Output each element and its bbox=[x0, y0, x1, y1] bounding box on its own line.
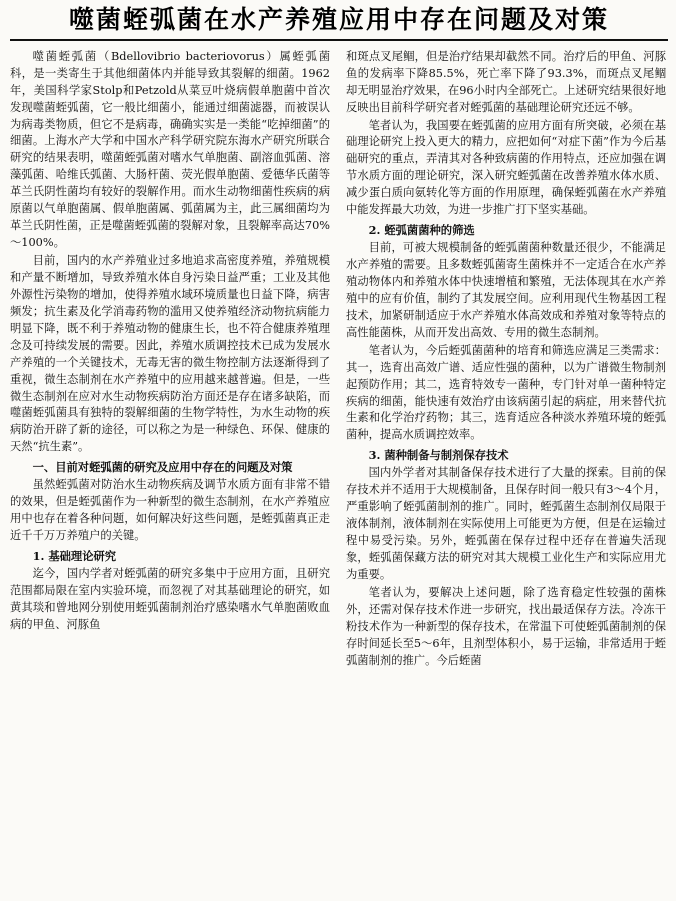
paragraph: 噬菌蛭弧菌（Bdellovibrio bacteriovorus）属蛭弧菌科，是一类寄生于其他细菌体内并能导致其裂解的细菌。1962年，美国科学家Stolp和Petzold从菜豆叶烧病假单胞菌中首次发现噬菌蛭弧菌，它一般比细菌小，能通过细菌滤器，而被误认为病毒类物质，但它不是病毒，确确实实是一类能“吃掉细菌”的细菌。上海水产大学和中国水产科学研究院东海水产研究所联合研究的结果表明，噬菌蛭弧菌对嗜水气单胞菌、副溶血弧菌、溶藻弧菌、哈维氏弧菌、大肠杆菌、荧光假单胞菌、爱德华氏菌等革兰氏阴性菌均有较好的裂解作用。而水生动物细菌性疾病的病原菌以气单胞菌属、假单胞菌属、弧菌属为主，此三属细菌均为革兰氏阴性菌，正是噬菌蛭弧菌的裂解对象，且裂解率高达70%～100%。 bbox=[10, 49, 330, 250]
paragraph: 目前，国内的水产养殖业过多地追求高密度养殖，养殖规模和产量不断增加，导致养殖水体自身污染日益严重；工业及其他外源性污染物的增加，使得养殖水域环境质量也日益下降，病害频发；抗生素及化学消毒药物的滥用又使养殖经济动物抗病能力明显下降，既不利于养殖动物的健康生长，也不符合健康养殖理念及可持续发展的需要。因此，养殖水质调控技术已成为发展水产养殖的一个关键技术，无毒无害的微生物控制方法逐渐得到了重视，微生态制剂在水产养殖中的应用越来越普遍。但是，一些微生态制剂在应对水生动物疾病防治方面还是存在诸多缺陷，而噬菌蛭弧菌具有独特的裂解细菌的生物学特性，为水生动物的疾病防治开辟了新的途径，可以称之为是一种绿色、环保、健康的天然“抗生素”。 bbox=[10, 254, 330, 454]
title-block bbox=[10, 6, 668, 41]
right-column bbox=[346, 49, 666, 894]
paragraph: 国内外学者对其制备保存技术进行了大量的探索。目前的保存技术并不适用于大规模制备，且保存时间一般只有3～4个月，严重影响了蛭弧菌制剂的推广。同时，蛭弧菌生态制剂仅局限于液体制剂，液体制剂在实际使用上可能更为方便，但是在运输过程中易受污染。另外，蛭弧菌在保存过程中还存在普遍失活现象，蛭弧菌保藏方法的研究对其大规模工业化生产和实际应用尤为重要。 bbox=[346, 466, 666, 581]
subsection-heading-3: 3. 菌种制备与制剂保存技术 bbox=[368, 448, 509, 463]
paragraph: 目前，可被大规模制备的蛭弧菌菌种数量还很少，不能满足水产养殖的需要。且多数蛭弧菌寄生菌株并不一定适合在水产养殖动物体内和养殖水体中快速增植和繁殖，无法体现其在水产养殖中的应有价值，制约了其发展空间。应利用现代生物基因工程技术，加紧研制适应于水产养殖水体高效成和养殖对象等特点的高性能菌株，从而开发出高效、专用的微生态制剂。 bbox=[346, 241, 666, 339]
section-heading-1: 一、目前对蛭弧菌的研究及应用中存在的问题及对策 bbox=[32, 460, 293, 475]
left-column bbox=[10, 49, 330, 894]
columns-container bbox=[10, 49, 668, 894]
subsection-heading-2: 2. 蛭弧菌菌种的筛选 bbox=[368, 223, 475, 238]
subsection-heading-1: 1. 基础理论研究 bbox=[32, 548, 117, 563]
paragraph: 笔者认为，今后蛭弧菌菌种的培育和筛选应满足三类需求：其一，选育出高效广谱、适应性强的菌种，以为广谱微生物制剂起预防作用；其二，选育特效专一菌种，专门针对单一菌种特定疾病的细菌，能快速有效治疗由该病菌引起的病症，用来替代抗生素和化学治疗药物；其三，选育适应各种淡水养殖环境的蛭弧菌种，提高水质调控效率。 bbox=[346, 343, 666, 442]
page-title: 噬菌蛭弧菌在水产养殖应用中存在问题及对策 bbox=[68, 5, 609, 34]
paragraph: 和斑点叉尾鲴，但是治疗结果却截然不同。治疗后的甲鱼、河豚鱼的发病率下降85.5%，死亡率下降了93.3%，而斑点叉尾鲴却无明显治疗效果，在96小时内全部死亡。上述研究结果很好地反映出目前科学研究者对蛭弧菌的基础理论研究还远不够。 bbox=[346, 49, 666, 114]
paragraph: 笔者认为，要解决上述问题，除了选育稳定性较强的菌株外，还需对保存技术作进一步研究，找出最适保存方法。冷冻干粉技术作为一种新型的保存技术，在常温下可使蛭弧菌制剂的保存时间延长至5～6年，且剂型体积小，易于运输，非常适用于蛭弧菌制剂的推广。今后蛭菌 bbox=[346, 585, 666, 667]
paragraph: 虽然蛭弧菌对防治水生动物疾病及调节水质方面有非常不错的效果，但是蛭弧菌作为一种新型的微生态制剂，在水产养殖应用中也存在着各种问题，如何解决好这些问题，是蛭弧菌真正走近千千万万养殖户的关键。 bbox=[10, 478, 330, 542]
paragraph: 笔者认为，我国要在蛭弧菌的应用方面有所突破，必须在基础理论研究上投入更大的精力，应把如何“对症下菌”作为今后基础研究的重点，弄清其对各种致病菌的作用特点，还应加强在调节水质方面的理论研究，深入研究蛭弧菌在改善养殖水体水质、减少蛋白质向氨转化等方面的作用原理，确保蛭弧菌在水产养殖中能发挥最大功效，为进一步推广打下坚实基础。 bbox=[346, 118, 666, 217]
paragraph: 迄今，国内学者对蛭弧菌的研究多集中于应用方面，且研究范围都局限在室内实验环境，而忽视了对其基础理论的研究，如黄其琰和曾地网分别使用蛭弧菌制剂治疗感染嗜水气单胞菌败血病的甲鱼、河豚鱼 bbox=[10, 566, 330, 631]
